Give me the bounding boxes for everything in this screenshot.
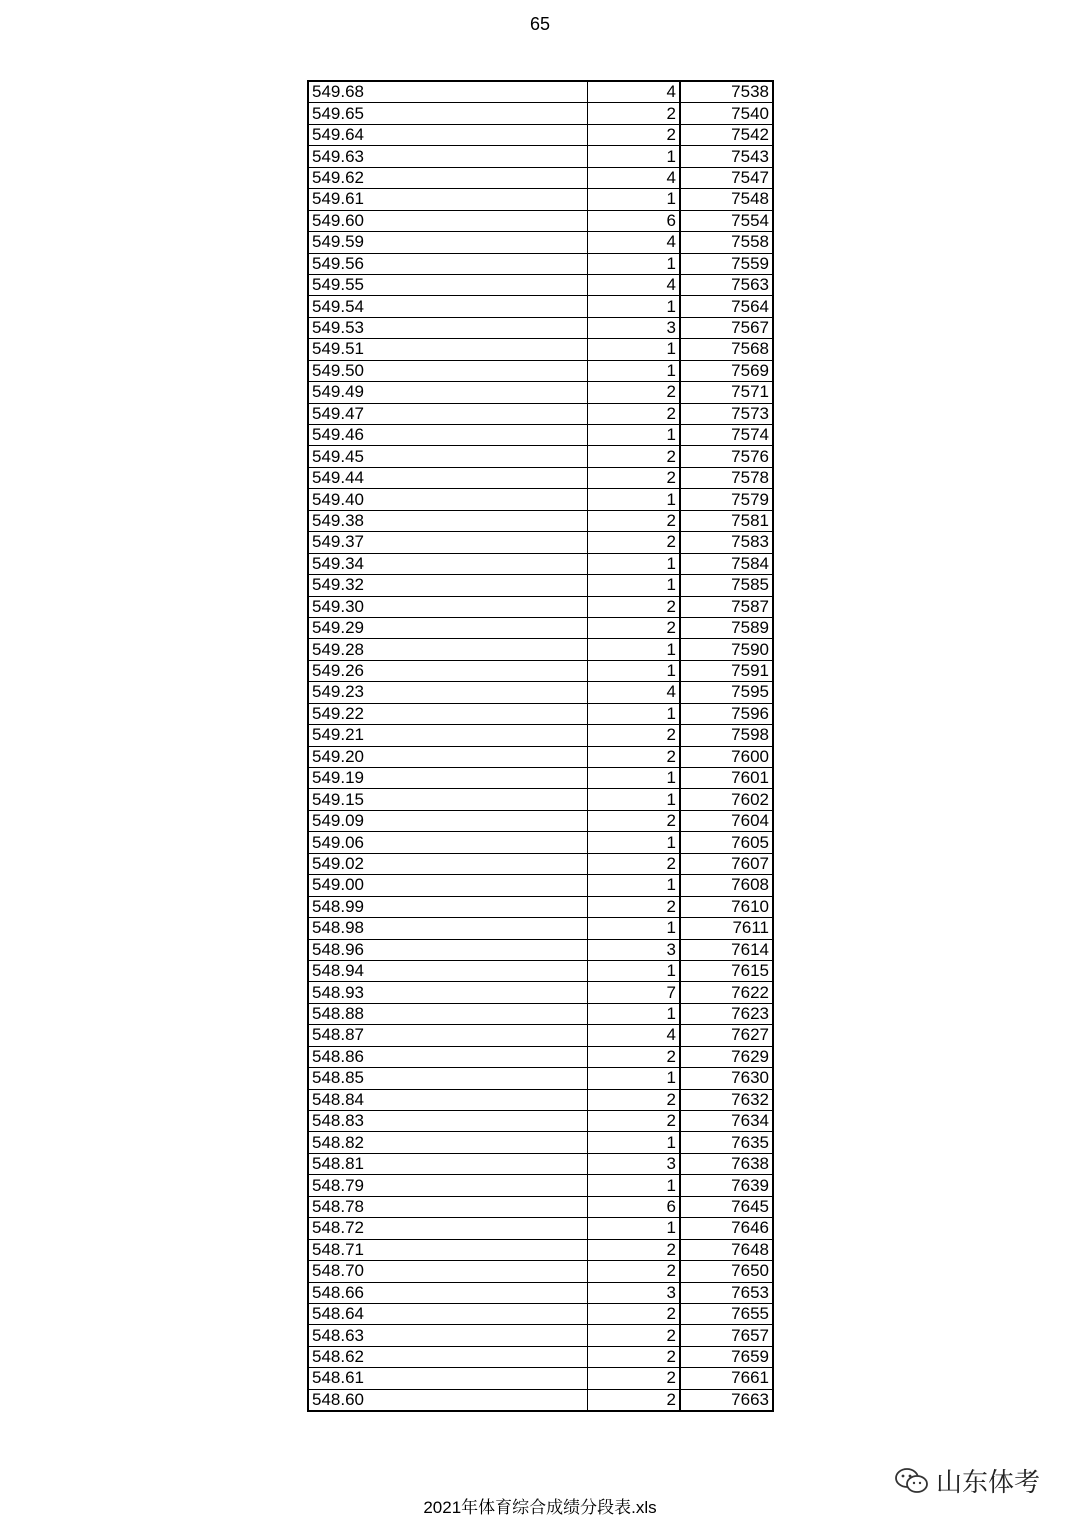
- cumulative-cell: 7623: [680, 1003, 773, 1024]
- cumulative-cell: 7607: [680, 853, 773, 874]
- table-row: [308, 1068, 773, 1089]
- table-row: [308, 853, 773, 874]
- score-cell: 549.21: [308, 725, 588, 746]
- cumulative-cell: 7635: [680, 1132, 773, 1153]
- table-row: [308, 425, 773, 446]
- score-cell: 549.29: [308, 617, 588, 638]
- cumulative-cell: 7571: [680, 382, 773, 403]
- score-cell: 549.44: [308, 467, 588, 488]
- score-cell: 549.65: [308, 103, 588, 124]
- score-cell: 549.38: [308, 510, 588, 531]
- count-cell: 6: [588, 210, 681, 231]
- cumulative-cell: 7548: [680, 189, 773, 210]
- score-cell: 549.56: [308, 253, 588, 274]
- table-row: [308, 1239, 773, 1260]
- cumulative-cell: 7630: [680, 1068, 773, 1089]
- count-cell: 1: [588, 360, 681, 381]
- cumulative-cell: 7581: [680, 510, 773, 531]
- cumulative-cell: 7598: [680, 725, 773, 746]
- count-cell: 2: [588, 853, 681, 874]
- cumulative-cell: 7590: [680, 639, 773, 660]
- count-cell: 4: [588, 682, 681, 703]
- cumulative-cell: 7578: [680, 467, 773, 488]
- cumulative-cell: 7632: [680, 1089, 773, 1110]
- cumulative-cell: 7587: [680, 596, 773, 617]
- score-cell: 549.61: [308, 189, 588, 210]
- score-cell: 549.45: [308, 446, 588, 467]
- score-cell: 549.02: [308, 853, 588, 874]
- table-row: [308, 81, 773, 103]
- table-row: [308, 1111, 773, 1132]
- count-cell: 1: [588, 425, 681, 446]
- table-row: [308, 810, 773, 831]
- score-cell: 548.62: [308, 1346, 588, 1367]
- score-cell: 548.63: [308, 1325, 588, 1346]
- table-body: [308, 81, 773, 1411]
- table-row: [308, 725, 773, 746]
- count-cell: 1: [588, 789, 681, 810]
- count-cell: 2: [588, 1261, 681, 1282]
- count-cell: 2: [588, 1303, 681, 1324]
- cumulative-cell: 7583: [680, 532, 773, 553]
- cumulative-cell: 7568: [680, 339, 773, 360]
- count-cell: 2: [588, 382, 681, 403]
- cumulative-cell: 7608: [680, 875, 773, 896]
- score-cell: 548.99: [308, 896, 588, 917]
- count-cell: 3: [588, 1282, 681, 1303]
- count-cell: 2: [588, 467, 681, 488]
- count-cell: 2: [588, 1046, 681, 1067]
- table-row: [308, 918, 773, 939]
- count-cell: 1: [588, 253, 681, 274]
- score-cell: 549.46: [308, 425, 588, 446]
- table-row: [308, 875, 773, 896]
- count-cell: 1: [588, 553, 681, 574]
- score-cell: 548.85: [308, 1068, 588, 1089]
- table-row: [308, 210, 773, 231]
- score-cell: 549.49: [308, 382, 588, 403]
- count-cell: 1: [588, 1175, 681, 1196]
- score-cell: 549.15: [308, 789, 588, 810]
- wechat-icon: [894, 1467, 930, 1495]
- score-cell: 548.98: [308, 918, 588, 939]
- score-cell: 549.32: [308, 575, 588, 596]
- cumulative-cell: 7589: [680, 617, 773, 638]
- cumulative-cell: 7659: [680, 1346, 773, 1367]
- count-cell: 2: [588, 1089, 681, 1110]
- score-cell: 548.84: [308, 1089, 588, 1110]
- table-row: [308, 1261, 773, 1282]
- count-cell: 1: [588, 1003, 681, 1024]
- table-row: [308, 339, 773, 360]
- count-cell: 1: [588, 1218, 681, 1239]
- cumulative-cell: 7567: [680, 317, 773, 338]
- table-row: [308, 1089, 773, 1110]
- score-cell: 549.20: [308, 746, 588, 767]
- cumulative-cell: 7564: [680, 296, 773, 317]
- table-row: [308, 575, 773, 596]
- count-cell: 1: [588, 575, 681, 596]
- cumulative-cell: 7657: [680, 1325, 773, 1346]
- cumulative-cell: 7645: [680, 1196, 773, 1217]
- count-cell: 1: [588, 768, 681, 789]
- cumulative-cell: 7547: [680, 167, 773, 188]
- cumulative-cell: 7559: [680, 253, 773, 274]
- table-row: [308, 1389, 773, 1411]
- table-row: [308, 382, 773, 403]
- table-row: [308, 296, 773, 317]
- cumulative-cell: 7661: [680, 1368, 773, 1389]
- table-row: [308, 789, 773, 810]
- cumulative-cell: 7646: [680, 1218, 773, 1239]
- cumulative-cell: 7591: [680, 660, 773, 681]
- score-cell: 549.09: [308, 810, 588, 831]
- page-number: 65: [529, 14, 551, 34]
- cumulative-cell: 7629: [680, 1046, 773, 1067]
- cumulative-cell: 7602: [680, 789, 773, 810]
- cumulative-cell: 7569: [680, 360, 773, 381]
- count-cell: 1: [588, 1068, 681, 1089]
- cumulative-cell: 7622: [680, 982, 773, 1003]
- table-row: [308, 1196, 773, 1217]
- table-row: [308, 768, 773, 789]
- count-cell: 1: [588, 660, 681, 681]
- cumulative-cell: 7596: [680, 703, 773, 724]
- count-cell: 2: [588, 596, 681, 617]
- count-cell: 1: [588, 489, 681, 510]
- count-cell: 1: [588, 960, 681, 981]
- score-cell: 548.93: [308, 982, 588, 1003]
- table-row: [308, 939, 773, 960]
- cumulative-cell: 7601: [680, 768, 773, 789]
- cumulative-cell: 7542: [680, 124, 773, 145]
- count-cell: 2: [588, 403, 681, 424]
- count-cell: 1: [588, 189, 681, 210]
- table-row: [308, 146, 773, 167]
- score-cell: 548.86: [308, 1046, 588, 1067]
- table-row: [308, 746, 773, 767]
- table-row: [308, 1346, 773, 1367]
- cumulative-cell: 7615: [680, 960, 773, 981]
- count-cell: 2: [588, 124, 681, 145]
- count-cell: 2: [588, 896, 681, 917]
- score-cell: 549.60: [308, 210, 588, 231]
- score-cell: 548.94: [308, 960, 588, 981]
- count-cell: 2: [588, 1346, 681, 1367]
- score-cell: 548.82: [308, 1132, 588, 1153]
- table-row: [308, 232, 773, 253]
- table-row: [308, 660, 773, 681]
- score-cell: 548.60: [308, 1389, 588, 1411]
- cumulative-cell: 7595: [680, 682, 773, 703]
- score-cell: 549.00: [308, 875, 588, 896]
- table-row: [308, 1303, 773, 1324]
- score-cell: 549.40: [308, 489, 588, 510]
- table-row: [308, 446, 773, 467]
- table-row: [308, 832, 773, 853]
- count-cell: 2: [588, 1389, 681, 1411]
- cumulative-cell: 7614: [680, 939, 773, 960]
- score-cell: 549.06: [308, 832, 588, 853]
- count-cell: 3: [588, 317, 681, 338]
- cumulative-cell: 7605: [680, 832, 773, 853]
- cumulative-cell: 7610: [680, 896, 773, 917]
- table-row: [308, 1132, 773, 1153]
- count-cell: 4: [588, 81, 681, 103]
- cumulative-cell: 7573: [680, 403, 773, 424]
- table-row: [308, 960, 773, 981]
- table-row: [308, 467, 773, 488]
- table-row: [308, 1003, 773, 1024]
- cumulative-cell: 7653: [680, 1282, 773, 1303]
- count-cell: 1: [588, 703, 681, 724]
- score-cell: 548.66: [308, 1282, 588, 1303]
- cumulative-cell: 7563: [680, 274, 773, 295]
- table-row: [308, 703, 773, 724]
- count-cell: 2: [588, 446, 681, 467]
- table-row: [308, 167, 773, 188]
- cumulative-cell: 7600: [680, 746, 773, 767]
- score-cell: 548.71: [308, 1239, 588, 1260]
- table-row: [308, 596, 773, 617]
- table-row: [308, 1046, 773, 1067]
- score-cell: 549.23: [308, 682, 588, 703]
- table-row: [308, 1325, 773, 1346]
- score-distribution-table: [307, 80, 774, 1412]
- table-row: [308, 617, 773, 638]
- count-cell: 4: [588, 1025, 681, 1046]
- count-cell: 1: [588, 918, 681, 939]
- count-cell: 2: [588, 1368, 681, 1389]
- score-cell: 549.30: [308, 596, 588, 617]
- count-cell: 3: [588, 1153, 681, 1174]
- count-cell: 2: [588, 810, 681, 831]
- count-cell: 1: [588, 1132, 681, 1153]
- score-cell: 548.70: [308, 1261, 588, 1282]
- score-cell: 549.47: [308, 403, 588, 424]
- cumulative-cell: 7554: [680, 210, 773, 231]
- cumulative-cell: 7584: [680, 553, 773, 574]
- table-row: [308, 532, 773, 553]
- cumulative-cell: 7558: [680, 232, 773, 253]
- count-cell: 1: [588, 146, 681, 167]
- cumulative-cell: 7648: [680, 1239, 773, 1260]
- count-cell: 4: [588, 274, 681, 295]
- table-row: [308, 124, 773, 145]
- table-row: [308, 317, 773, 338]
- score-cell: 548.83: [308, 1111, 588, 1132]
- table-row: [308, 360, 773, 381]
- count-cell: 4: [588, 167, 681, 188]
- count-cell: 1: [588, 875, 681, 896]
- table-row: [308, 1153, 773, 1174]
- cumulative-cell: 7638: [680, 1153, 773, 1174]
- score-cell: 549.37: [308, 532, 588, 553]
- table-row: [308, 639, 773, 660]
- count-cell: 2: [588, 1325, 681, 1346]
- score-cell: 548.87: [308, 1025, 588, 1046]
- score-cell: 549.64: [308, 124, 588, 145]
- table-row: [308, 1218, 773, 1239]
- score-cell: 548.61: [308, 1368, 588, 1389]
- cumulative-cell: 7543: [680, 146, 773, 167]
- table-row: [308, 403, 773, 424]
- cumulative-cell: 7634: [680, 1111, 773, 1132]
- score-cell: 549.63: [308, 146, 588, 167]
- table-row: [308, 1025, 773, 1046]
- count-cell: 7: [588, 982, 681, 1003]
- table-row: [308, 510, 773, 531]
- count-cell: 2: [588, 746, 681, 767]
- table-row: [308, 189, 773, 210]
- count-cell: 2: [588, 103, 681, 124]
- table-row: [308, 1175, 773, 1196]
- score-cell: 549.68: [308, 81, 588, 103]
- cumulative-cell: 7663: [680, 1389, 773, 1411]
- cumulative-cell: 7576: [680, 446, 773, 467]
- count-cell: 2: [588, 532, 681, 553]
- cumulative-cell: 7611: [680, 918, 773, 939]
- score-cell: 549.54: [308, 296, 588, 317]
- score-cell: 549.28: [308, 639, 588, 660]
- table-row: [308, 1368, 773, 1389]
- score-cell: 549.62: [308, 167, 588, 188]
- score-cell: 548.79: [308, 1175, 588, 1196]
- count-cell: 2: [588, 617, 681, 638]
- score-cell: 549.50: [308, 360, 588, 381]
- table-row: [308, 682, 773, 703]
- cumulative-cell: 7585: [680, 575, 773, 596]
- score-cell: 548.96: [308, 939, 588, 960]
- score-cell: 548.72: [308, 1218, 588, 1239]
- cumulative-cell: 7639: [680, 1175, 773, 1196]
- count-cell: 2: [588, 725, 681, 746]
- watermark: [894, 1462, 1040, 1499]
- table-row: [308, 253, 773, 274]
- count-cell: 1: [588, 296, 681, 317]
- table-row: [308, 274, 773, 295]
- count-cell: 2: [588, 510, 681, 531]
- score-cell: 548.64: [308, 1303, 588, 1324]
- table-row: [308, 553, 773, 574]
- count-cell: 4: [588, 232, 681, 253]
- count-cell: 1: [588, 339, 681, 360]
- score-cell: 549.26: [308, 660, 588, 681]
- score-cell: 548.81: [308, 1153, 588, 1174]
- score-cell: 549.55: [308, 274, 588, 295]
- cumulative-cell: 7574: [680, 425, 773, 446]
- cumulative-cell: 7540: [680, 103, 773, 124]
- table-row: [308, 896, 773, 917]
- score-cell: 549.59: [308, 232, 588, 253]
- watermark-text: 山东体考: [936, 1468, 1041, 1498]
- count-cell: 6: [588, 1196, 681, 1217]
- cumulative-cell: 7655: [680, 1303, 773, 1324]
- table-row: [308, 982, 773, 1003]
- document-footer: 2021年体育综合成绩分段表.xls: [423, 1498, 657, 1517]
- count-cell: 1: [588, 832, 681, 853]
- count-cell: 1: [588, 639, 681, 660]
- score-cell: 548.88: [308, 1003, 588, 1024]
- table-row: [308, 1282, 773, 1303]
- score-cell: 549.19: [308, 768, 588, 789]
- score-cell: 549.51: [308, 339, 588, 360]
- count-cell: 3: [588, 939, 681, 960]
- count-cell: 2: [588, 1239, 681, 1260]
- cumulative-cell: 7604: [680, 810, 773, 831]
- score-cell: 548.78: [308, 1196, 588, 1217]
- score-cell: 549.34: [308, 553, 588, 574]
- score-cell: 549.53: [308, 317, 588, 338]
- cumulative-cell: 7579: [680, 489, 773, 510]
- cumulative-cell: 7650: [680, 1261, 773, 1282]
- cumulative-cell: 7538: [680, 81, 773, 103]
- cumulative-cell: 7627: [680, 1025, 773, 1046]
- score-cell: 549.22: [308, 703, 588, 724]
- table-row: [308, 489, 773, 510]
- table-row: [308, 103, 773, 124]
- count-cell: 2: [588, 1111, 681, 1132]
